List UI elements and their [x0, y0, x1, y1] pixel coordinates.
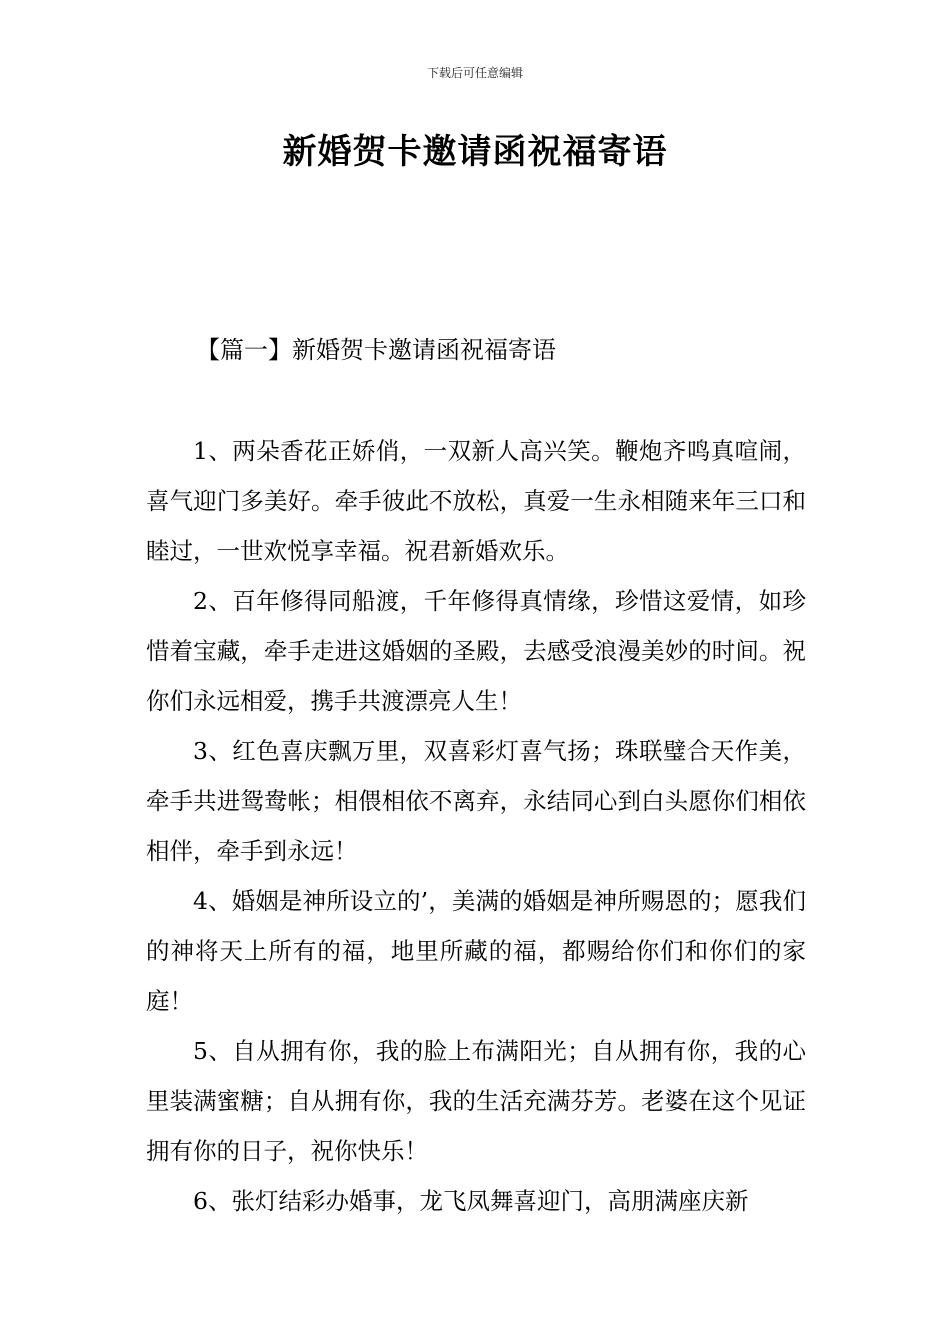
paragraph-5: 5、自从拥有你，我的脸上布满阳光；自从拥有你，我的心里装满蜜糖；自从拥有你，我的生活充满芬芳。老婆在这个见证拥有你的日子，祝你快乐！ — [146, 1037, 806, 1165]
paragraph-4: 4、婚姻是神所设立的’，美满的婚姻是神所赐恩的；愿我们的神将天上所有的福，地里所藏的福，都赐给你们和你们的家庭！ — [146, 887, 806, 1015]
page-title: 新婚贺卡邀请函祝福寄语 — [282, 132, 668, 172]
paragraph-6: 6、张灯结彩办婚事，龙飞凤舞喜迎门，高朋满座庆新 — [193, 1187, 749, 1215]
paragraph-1: 1、两朵香花正娇俏，一双新人高兴笑。鞭炮齐鸣真喧闹，喜气迎门多美好。牵手彼此不放松，真爱一生永相随来年三口和睦过，一世欢悦享幸福。祝君新婚欢乐。 — [146, 437, 806, 565]
document-body — [146, 426, 806, 1226]
header-note: 下载后可任意编辑 — [426, 66, 523, 80]
paragraph-2: 2、百年修得同船渡，千年修得真情缘，珍惜这爱情，如珍惜着宝藏，牵手走进这婚姻的圣殿，去感受浪漫美妙的时间。祝你们永远相爱，携手共渡漂亮人生！ — [146, 587, 806, 715]
section-heading: 【篇一】新婚贺卡邀请函祝福寄语 — [196, 336, 556, 364]
paragraph-3: 3、红色喜庆飘万里，双喜彩灯喜气扬；珠联璧合天作美，牵手共进鸳鸯帐；相偎相依不离弃，永结同心到白头愿你们相依相伴，牵手到永远！ — [146, 737, 806, 865]
